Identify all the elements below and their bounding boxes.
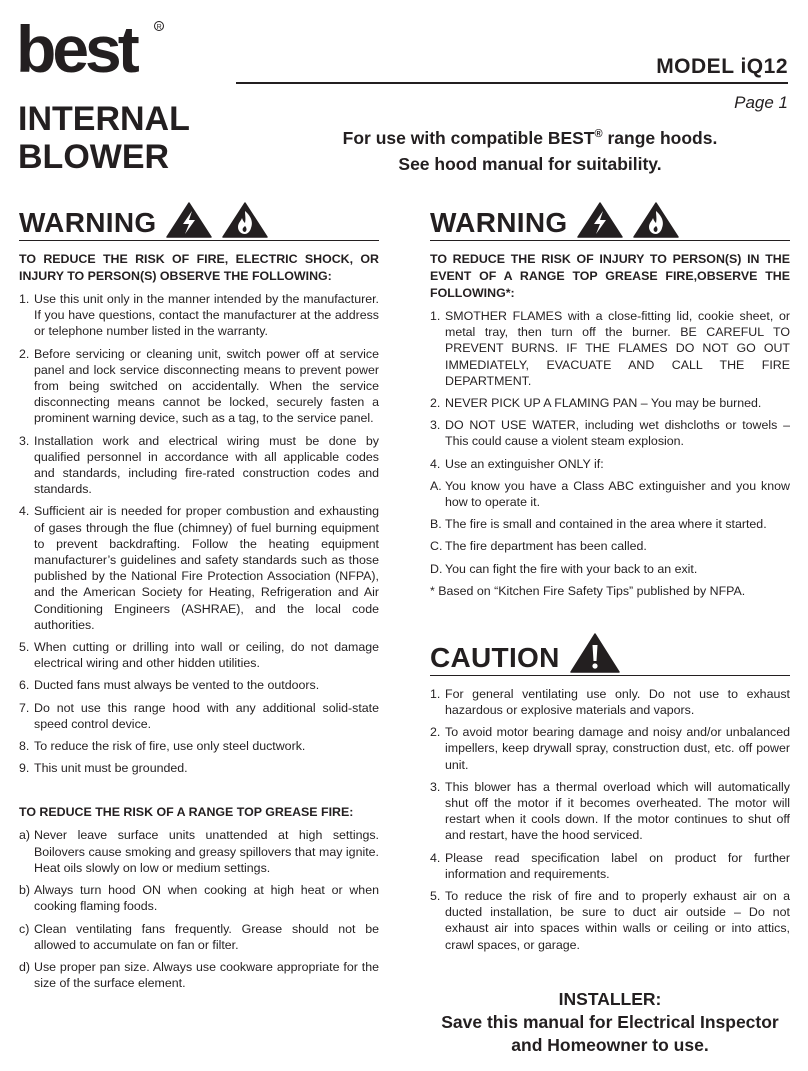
title-line-2: BLOWER: [18, 138, 170, 176]
installer-note: [430, 988, 790, 1057]
best-logo: [16, 14, 166, 78]
list-item: b) Always turn hood ON when cooking at high heat or when cooking flaming foods.: [19, 883, 379, 914]
list-item: 2. To avoid motor bearing damage and noisy and/or unbalanced impellers, keep drywall spray, construction dust, etc. off power unit.: [430, 725, 790, 772]
list-item: A. You know you have a Class ABC extinguisher and you know how to operate it.: [430, 478, 790, 510]
list-item: 4. Sufficient air is needed for proper combustion and exhausting of gases through the flue (chimney) of fuel burning equipment to prevent backdrafting. Follow the heating equipment manufacturer’s guidelines and safety standards such as those published by the National Fire Protection Association (NFPA), and the American Society for Heating, Refrigeration and Air Conditioning Engineers (ASHRAE), and the local code authorities.: [19, 504, 379, 632]
list-item: 2. NEVER PICK UP A FLAMING PAN – You may be burned.: [430, 396, 762, 411]
exclamation-icon: [570, 633, 620, 673]
warning-heading: [19, 202, 379, 241]
subtitle-line-1: For use with compatible BEST® range hoods.: [342, 127, 718, 148]
list-item: 4. Use an extinguisher ONLY if:: [430, 456, 604, 471]
electric-shock-icon: [166, 202, 212, 238]
list-item: 5. To reduce the risk of fire and to properly exhaust air on a ducted installation, be sure to duct air outside – Do not exhaust air into spaces within walls or ceiling or into attics, crawl spaces, or garage.: [430, 889, 790, 952]
installer-line-1: INSTALLER:: [558, 989, 662, 1009]
caution-heading: [430, 633, 790, 676]
list-item: 5. When cutting or drilling into wall or ceiling, do not damage electrical wiring and other hidden utilities.: [19, 640, 379, 671]
warning-heading: [430, 202, 790, 241]
list-item: 6. Ducted fans must always be vented to the outdoors.: [19, 678, 320, 693]
title-line-1: INTERNAL: [18, 100, 190, 138]
left-lead-text: TO REDUCE THE RISK OF FIRE, ELECTRIC SHOCK, OR INJURY TO PERSON(S) OBSERVE THE FOLLOWING:: [19, 252, 379, 283]
installer-line-2: Save this manual for Electrical Inspector: [441, 1012, 779, 1032]
right-column: [430, 202, 790, 959]
document-title: [18, 100, 190, 176]
right-lead-text: TO REDUCE THE RISK OF INJURY TO PERSON(S) IN THE EVENT OF A RANGE TOP GREASE FIRE,OBSERVE THE FOLLOWING*:: [430, 252, 790, 300]
registered-mark: ®: [594, 128, 603, 140]
warning-title: WARNING: [19, 207, 157, 238]
list-item: 1. For general ventilating use only. Do not use to exhaust hazardous or explosive materials and vapors.: [430, 686, 790, 718]
left-column: [19, 202, 379, 997]
fire-icon: [633, 202, 679, 238]
footnote: * Based on “Kitchen Fire Safety Tips” published by NFPA.: [430, 583, 746, 598]
caution-title: CAUTION: [430, 641, 560, 673]
list-item: a) Never leave surface units unattended at high settings. Boilovers cause smoking and greasy spillovers that may ignite. Heat oils slowly on low or medium settings.: [19, 828, 379, 875]
list-item: 1. SMOTHER FLAMES with a close-fitting lid, cookie sheet, or metal tray, then turn off the burner. BE CAREFUL TO PREVENT BURNS. IF THE FLAMES DO NOT GO OUT IMMEDIATELY, EVACUATE AND CALL THE FIRE DEPARTMENT.: [430, 309, 790, 388]
installer-line-3: and Homeowner to use.: [511, 1035, 709, 1055]
grease-fire-lead: TO REDUCE THE RISK OF A RANGE TOP GREASE FIRE:: [19, 805, 354, 820]
list-item: 3. This blower has a thermal overload which will automatically shut off the motor if it becomes overheated. The motor will restart when it cools down. If the motor continues to shut off and restart, have the hood serviced.: [430, 779, 790, 843]
fire-icon: [222, 202, 268, 238]
svg-text:best: best: [16, 14, 136, 78]
list-item: 7. Do not use this range hood with any additional solid-state speed control device.: [19, 700, 379, 731]
header-rule: [236, 82, 788, 84]
list-item: c) Clean ventilating fans frequently. Grease should not be allowed to accumulate on fan or filter.: [19, 921, 379, 952]
page-number: Page 1: [734, 93, 788, 112]
svg-text:R: R: [156, 23, 162, 31]
list-item: 3. Installation work and electrical wiring must be done by qualified personnel in accordance with all applicable codes and standards, including fire-rated construction codes and standards.: [19, 433, 379, 497]
grease-fire-list: [19, 827, 379, 991]
left-warning-list: [19, 291, 379, 776]
caution-list: [430, 686, 790, 953]
model-number: MODEL iQ12: [656, 55, 788, 78]
list-item: 2. Before servicing or cleaning unit, switch power off at service panel and lock service disconnecting means to prevent power from being switched on accidentally. When the service disconnecting means cannot be locked, securely fasten a prominent warning device, such as a tag, to the service panel.: [19, 346, 379, 426]
subtitle-line-2: See hood manual for suitability.: [398, 153, 662, 174]
list-item: 4. Please read specification label on product for further information and requirements.: [430, 850, 790, 881]
list-item: 3. DO NOT USE WATER, including wet dishcloths or towels – This could cause a violent steam explosion.: [430, 418, 790, 449]
list-item: B. The fire is small and contained in the area where it started.: [430, 517, 767, 532]
list-item: C. The fire department has been called.: [430, 539, 647, 554]
right-warning-list: [430, 308, 790, 577]
list-item: d) Use proper pan size. Always use cookware appropriate for the size of the surface element.: [19, 959, 379, 991]
list-item: 8. To reduce the risk of fire, use only steel ductwork.: [19, 739, 306, 754]
list-item: D. You can fight the fire with your back to an exit.: [430, 561, 698, 576]
list-item: 9. This unit must be grounded.: [19, 761, 188, 776]
subtitle: [300, 121, 760, 177]
list-item: 1. Use this unit only in the manner intended by the manufacturer. If you have questions, contact the manufacturer at the address or telephone number listed in the warranty.: [19, 292, 379, 339]
electric-shock-icon: [577, 202, 623, 238]
warning-title: WARNING: [430, 207, 568, 238]
